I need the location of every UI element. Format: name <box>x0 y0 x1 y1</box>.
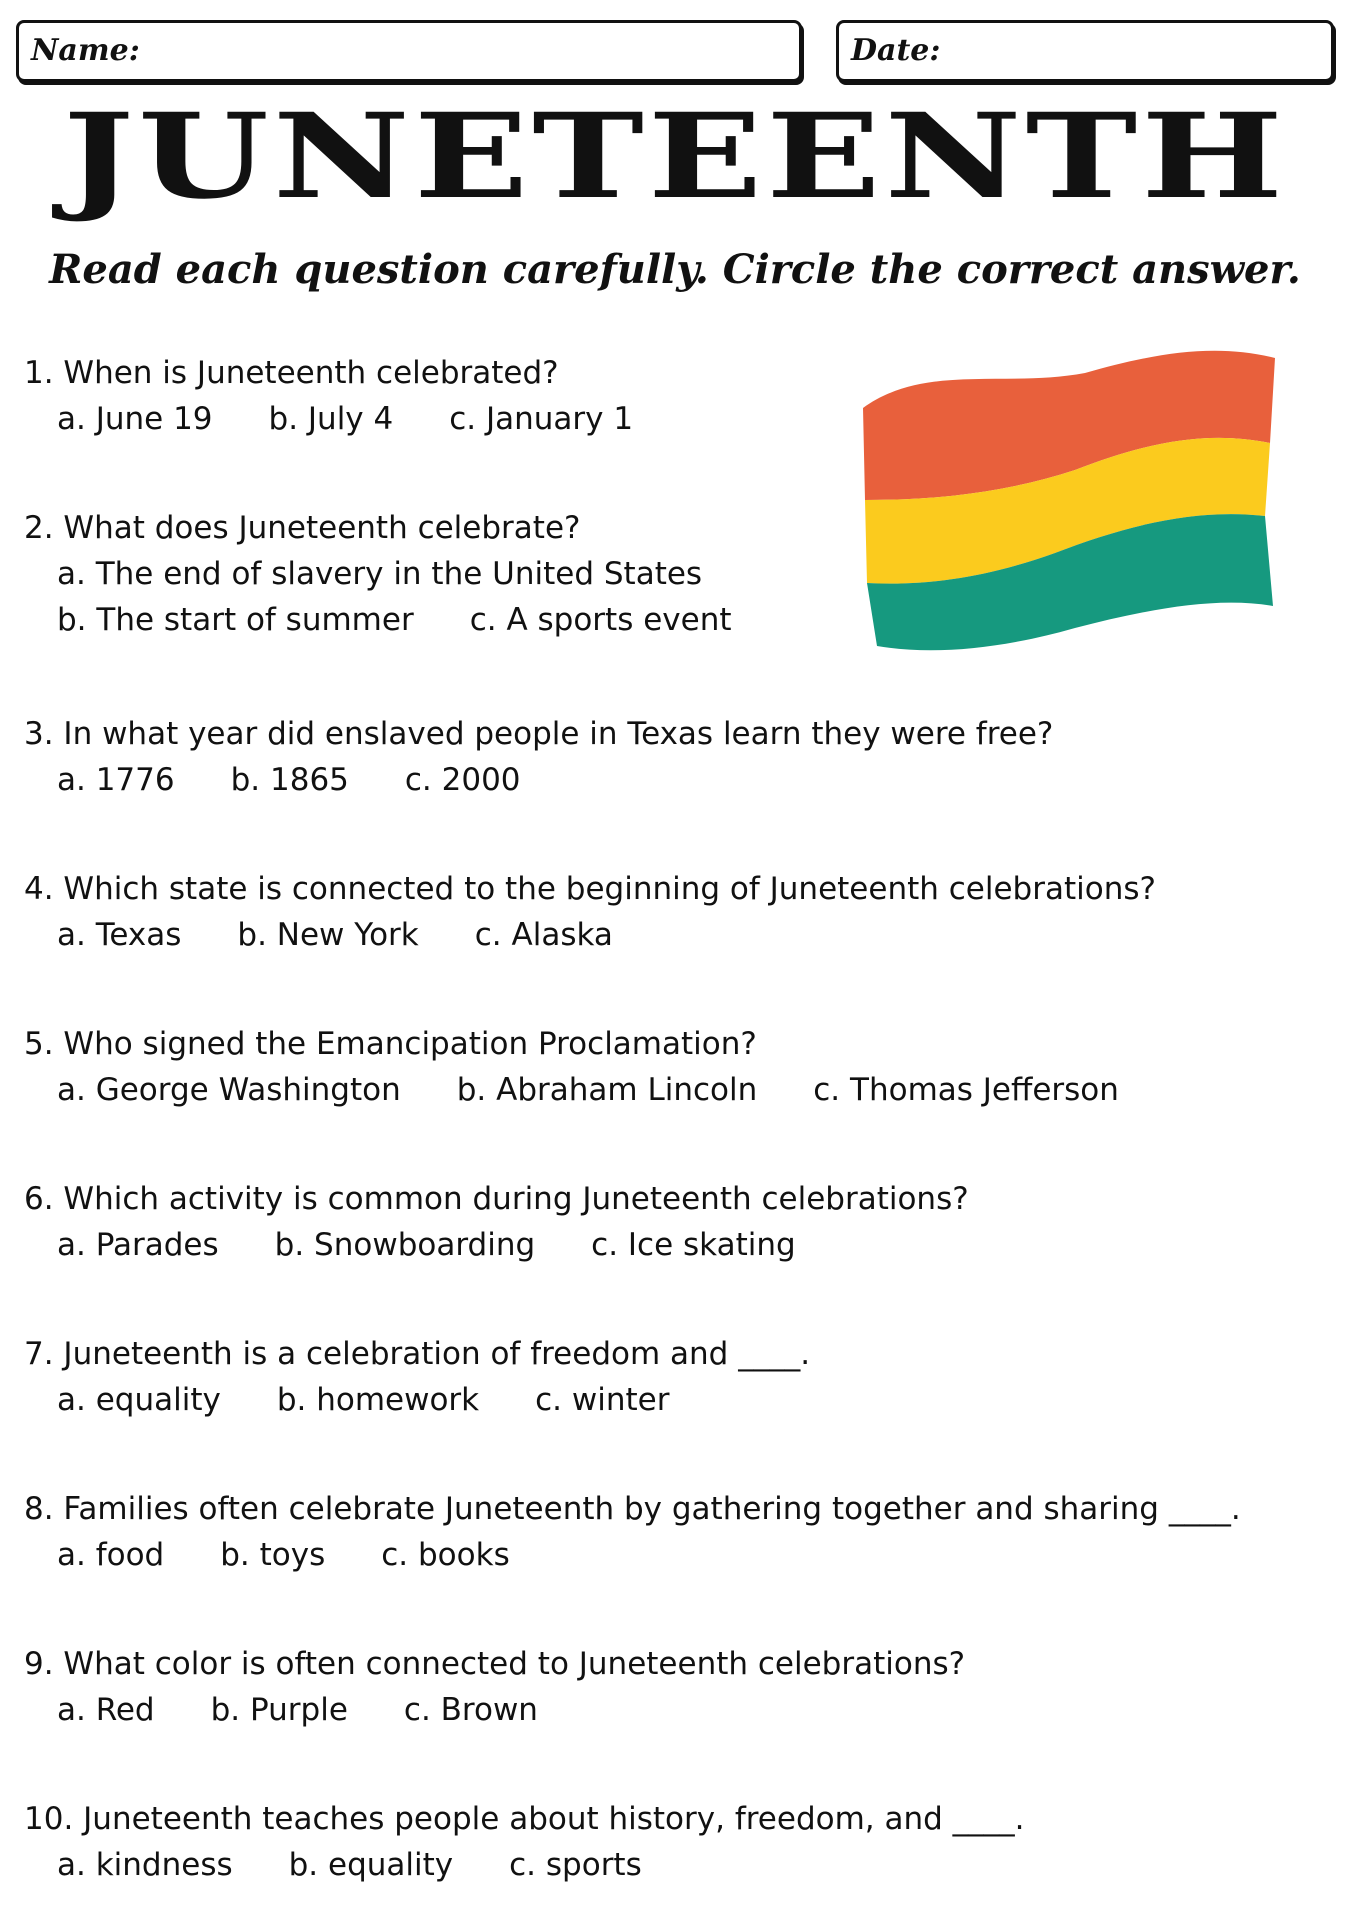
question-text: 2. What does Juneteenth celebrate? <box>24 510 581 546</box>
answer-options <box>24 1532 1241 1578</box>
answer-option[interactable]: b. toys <box>220 1537 326 1573</box>
answer-option[interactable]: b. 1865 <box>230 762 349 798</box>
answer-option[interactable]: a. food <box>57 1537 165 1573</box>
question-text: 9. What color is often connected to Juneteenth celebrations? <box>24 1646 966 1682</box>
answer-option[interactable]: a. The end of slavery in the United States <box>57 556 703 592</box>
answer-option[interactable]: b. homework <box>276 1382 480 1418</box>
date-field[interactable] <box>836 20 1334 82</box>
answer-option[interactable]: b. Snowboarding <box>274 1227 536 1263</box>
answer-option[interactable]: a. Parades <box>57 1227 219 1263</box>
question-2 <box>24 505 788 643</box>
question-text: 7. Juneteenth is a celebration of freedom and ____. <box>24 1336 811 1372</box>
question-7 <box>24 1331 810 1423</box>
answer-options <box>24 1842 1025 1888</box>
answer-option[interactable]: c. 2000 <box>404 762 521 798</box>
question-text: 3. In what year did enslaved people in Texas learn they were free? <box>24 716 1054 752</box>
question-10 <box>24 1796 1025 1888</box>
answer-option[interactable]: b. July 4 <box>268 401 394 437</box>
question-4 <box>24 866 1156 958</box>
answer-options <box>24 1222 969 1268</box>
answer-option[interactable]: b. Purple <box>210 1692 348 1728</box>
answer-option[interactable]: b. The start of summer <box>57 602 414 638</box>
answer-option[interactable]: b. New York <box>237 917 419 953</box>
answer-options <box>24 757 1053 803</box>
question-text: 1. When is Juneteenth celebrated? <box>24 355 559 391</box>
answer-option[interactable]: c. Brown <box>403 1692 538 1728</box>
answer-option[interactable]: c. Ice skating <box>591 1227 796 1263</box>
answer-options <box>24 912 1156 958</box>
question-6 <box>24 1176 969 1268</box>
answer-option[interactable]: c. winter <box>535 1382 670 1418</box>
answer-option[interactable]: b. Abraham Lincoln <box>456 1072 758 1108</box>
answer-option[interactable]: c. A sports event <box>469 602 732 638</box>
flag-illustration <box>855 338 1295 663</box>
answer-option[interactable]: a. George Washington <box>57 1072 401 1108</box>
answer-option[interactable]: a. June 19 <box>57 401 213 437</box>
question-text: 6. Which activity is common during Juneteenth celebrations? <box>24 1181 969 1217</box>
instructions: Read each question carefully. Circle the correct answer. <box>49 246 1301 293</box>
answer-option[interactable]: c. sports <box>509 1847 642 1883</box>
question-1 <box>24 350 689 442</box>
answer-options <box>24 1377 810 1423</box>
date-label: Date: <box>851 33 941 68</box>
answer-options <box>24 1067 1175 1113</box>
answer-option[interactable]: c. Alaska <box>474 917 613 953</box>
answer-option[interactable]: a. Texas <box>57 917 182 953</box>
question-text: 4. Which state is connected to the beginning of Juneteenth celebrations? <box>24 871 1156 907</box>
question-text: 8. Families often celebrate Juneteenth by gathering together and sharing ____. <box>24 1491 1241 1527</box>
question-5 <box>24 1021 1175 1113</box>
answer-option[interactable]: c. books <box>381 1537 510 1573</box>
name-label: Name: <box>31 33 140 68</box>
answer-option[interactable]: b. equality <box>288 1847 454 1883</box>
page-title: JUNETEENTH <box>63 87 1287 226</box>
question-text: 10. Juneteenth teaches people about history, freedom, and ____. <box>24 1801 1025 1837</box>
answer-options <box>24 597 788 643</box>
question-3 <box>24 711 1053 803</box>
name-field[interactable] <box>16 20 802 82</box>
answer-options <box>24 1687 965 1733</box>
answer-option[interactable]: c. Thomas Jefferson <box>813 1072 1119 1108</box>
question-text: 5. Who signed the Emancipation Proclamation? <box>24 1026 757 1062</box>
question-9 <box>24 1641 965 1733</box>
answer-option[interactable]: c. January 1 <box>449 401 634 437</box>
answer-option[interactable]: a. 1776 <box>57 762 175 798</box>
answer-option[interactable]: a. Red <box>57 1692 155 1728</box>
answer-options <box>24 396 689 442</box>
question-8 <box>24 1486 1241 1578</box>
answer-options <box>24 551 788 597</box>
answer-option[interactable]: a. kindness <box>57 1847 233 1883</box>
answer-option[interactable]: a. equality <box>57 1382 221 1418</box>
